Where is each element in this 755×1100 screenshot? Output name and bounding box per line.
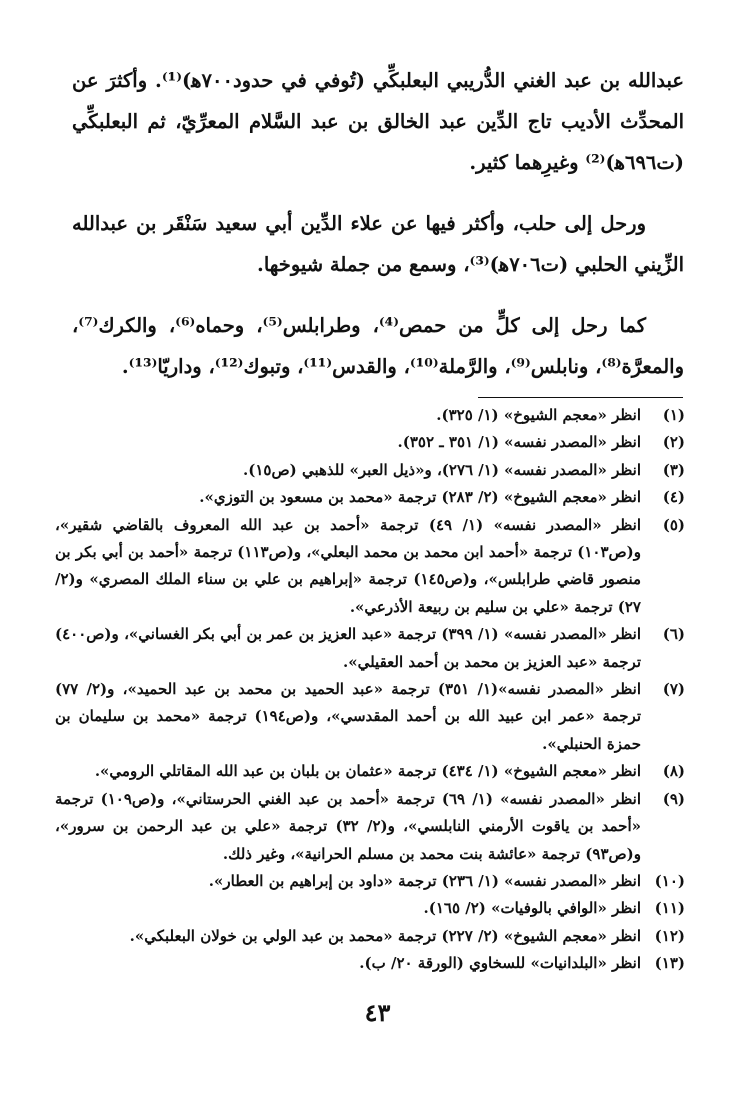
footnote-number: (٥)	[662, 515, 685, 534]
footnote-text: انظر «المصدر نفسه» (١/ ٣٥١ ـ ٣٥٢).	[397, 433, 641, 452]
footnote-number: (٦)	[662, 625, 685, 644]
footnote-text: انظر «المصدر نفسه»(١/ ٣٥١) ترجمة «عبد الحميد بن محمد بن عبد الحميد»، و(٢/ ٧٧) ترجمة «عمر ابن عبيد الله بن أحمد المقدسي»، و(ص١٩٤) ترجمة «محمد بن سليمان بن حمزة الحنبلي».	[55, 680, 642, 753]
footnote-separator	[478, 397, 683, 398]
paragraph-3: كما رحل إلى كلٍّ من حمص⁽⁴⁾، وطرابلس⁽⁵⁾، وحماه⁽⁶⁾، والكرك⁽⁷⁾، والمعرَّة⁽⁸⁾، ونابلس⁽⁹⁾، والرَّملة⁽¹⁰⁾، والقدس⁽¹¹⁾، وتبوك⁽¹²⁾، وداريّا⁽¹³⁾.	[72, 314, 684, 378]
footnote	[55, 923, 685, 950]
footnote	[55, 895, 685, 922]
footnote-text: انظر «المصدر نفسه» (١/ ٢٣٦) ترجمة «داود بن إبراهيم بن العطار».	[208, 871, 641, 890]
footnote-text: انظر «المصدر نفسه» (١/ ٣٩٩) ترجمة «عبد العزيز بن عمر بن أبي بكر الغساني»، و(ص٤٠٠) ترجمة «عبد العزيز بن محمد بن أحمد العقيلي».	[55, 625, 641, 671]
footnote-number: (٧)	[662, 680, 685, 699]
footnote	[55, 950, 685, 977]
footnote-text: انظر «الوافي بالوفيات» (٢/ ١٦٥).	[423, 899, 641, 918]
footnote	[55, 621, 685, 676]
footnote-text: انظر «المصدر نفسه» (١/ ٤٩) ترجمة «أحمد بن عبد الله المعروف بالقاضي شقير»، و(ص١٠٣) ترجمة «أحمد ابن محمد بن محمد البعلي»، و(ص١١٣) ترجمة «أحمد بن أبي بكر بن منصور قاضي طرابلس»، و(ص١٤٥) ترجمة «إبراهيم بن علي بن سناء الملك المصري» و(٢/ ٢٧) ترجمة «علي بن سليم بن ربيعة الأذرعي».	[55, 515, 641, 616]
footnote	[55, 484, 685, 511]
footnote-number: (١٢)	[654, 926, 685, 945]
footnote-number: (٢)	[662, 433, 685, 452]
footnote-number: (٤)	[662, 488, 685, 507]
footnote-text: انظر «معجم الشيوخ» (٢/ ٢٨٣) ترجمة «محمد بن مسعود بن التوزي».	[199, 488, 641, 507]
footnote	[55, 786, 685, 868]
footnote	[55, 402, 685, 429]
footnote-text: انظر «المصدر نفسه» (١/ ٦٩) ترجمة «أحمد بن عبد الغني الحرستاني»، و(ص١٠٩) ترجمة «أحمد بن ياقوت الأرمني النابلسي»، و(٢/ ٣٢) ترجمة «علي بن عبد الرحمن بن سرور»، و(ص٩٣) ترجمة «عائشة بنت محمد بن مسلم الحرانية»، وغير ذلك.	[55, 789, 642, 863]
footnote	[55, 512, 685, 622]
footnote-text: انظر «البلدانيات» للسخاوي (الورقة ٢٠/ ب).	[359, 954, 641, 973]
footnote-text: انظر «معجم الشيوخ» (١/ ٤٣٤) ترجمة «عثمان بن بلبان بن عبد الله المقاتلي الرومي».	[94, 762, 641, 781]
footnote	[55, 457, 685, 484]
footnote	[55, 429, 685, 456]
footnotes	[55, 402, 685, 978]
page-number: ٤٣	[364, 998, 391, 1027]
footnote-number: (٣)	[662, 460, 685, 479]
footnote-number: (١)	[662, 406, 685, 424]
footnote-text: انظر «معجم الشيوخ» (٢/ ٢٢٧) ترجمة «محمد بن عبد الولي بن خولان البعلبكي».	[129, 926, 641, 945]
footnote	[55, 868, 685, 895]
main-text	[72, 60, 684, 407]
footnote-number: (١٠)	[654, 871, 685, 890]
paragraph-1: عبدالله بن عبد الغني الدُّريبي البعلبكِّي (تُوفي في حدود٧٠٠ﻫ)⁽¹⁾. وأكثرَ عن المحدِّث الأديب تاج الدِّين عبد الخالق بن عبد السَّلام المعرِّيّ، ثم البعلبكِّي (ت٦٩٦ﻫ)⁽²⁾ وغيرِهما كثير.	[72, 69, 684, 174]
footnote	[55, 758, 685, 785]
paragraph-2: ورحل إلى حلب، وأكثر فيها عن علاء الدِّين أبي سعيد سَنْقَر بن عبدالله الزِّيني الحلبي (ت٧٠٦ﻫ)⁽³⁾، وسمع من جملة شيوخها.	[72, 212, 684, 276]
footnote-text: انظر «معجم الشيوخ» (١/ ٣٢٥).	[436, 406, 641, 424]
footnote	[55, 676, 685, 758]
footnote-number: (١١)	[654, 899, 685, 918]
footnote-number: (١٣)	[654, 954, 685, 973]
footnote-number: (٨)	[662, 762, 685, 781]
footnote-text: انظر «المصدر نفسه» (١/ ٢٧٦)، و«ذيل العبر» للذهبي (ص١٥).	[243, 460, 641, 479]
footnote-number: (٩)	[662, 789, 685, 808]
